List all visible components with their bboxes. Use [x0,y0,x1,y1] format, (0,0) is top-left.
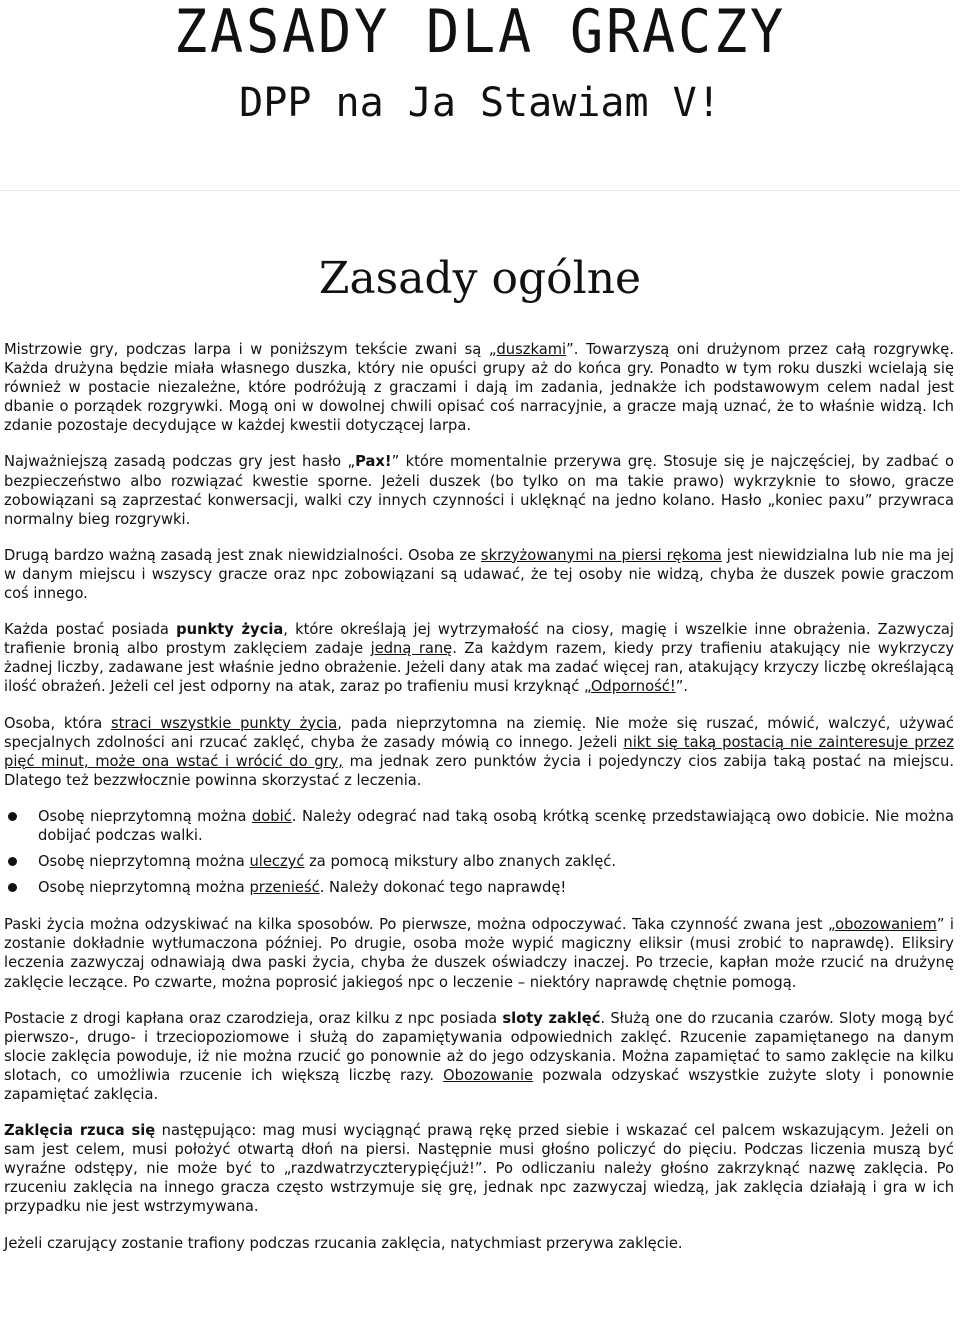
link-finish-off[interactable]: dobić [251,807,292,825]
list-item: Osobę nieprzytomną można dobić. Należy odegrać nad taką osobą krótką scenkę przedstawiającą owo dobicie. Nie można dobijać podczas walki. [4,807,954,845]
paragraph-recovery: Paski życia można odzyskiwać na kilka sposobów. Po pierwsze, można odpoczywać. Taka czynność zwana jest „obozowaniem” i zostanie dokładnie wytłumaczona później. Po drugie, osoba może wypić magiczny eliksir (musi zrobić to naprawdę). Eliksiry leczenia zazwyczaj odnawiają dwa paski życia, chyba że duszek oświadczy inaczej. Po trzecie, kapłan może rzucić na drużynę zaklęcie leczące. Po czwarte, można poprosić jakiegoś npc o leczenie – niektóry naprawdę chętnie pomogą. [4,916,955,991]
paragraph-interrupt: Jeżeli czarujący zostanie trafiony podczas rzucania zaklęcia, natychmiast przerywa zaklęcie. [4,1234,683,1252]
unconscious-options-list [4,807,954,897]
link-resistance[interactable]: Odporność! [590,678,676,696]
bullet-icon [8,857,17,866]
link-crossed-arms[interactable]: skrzyżowanymi na piersi rękoma [480,546,722,564]
bullet-icon [8,812,17,821]
paragraph-invisibility: Drugą bardzo ważną zasadą jest znak niewidzialności. Osoba ze skrzyżowanymi na piersi rękoma jest niewidzialna lub nie ma jej w danym miejscu i wszyscy gracze oraz npc zobowiązani są udawać, że tej osoby nie widzą, chyba że duszek powie graczom coś innego. [4,546,954,603]
link-duszkami[interactable]: duszkami [496,341,567,358]
document-body [4,340,954,1270]
header-divider [0,190,960,191]
link-camping[interactable]: obozowaniem [835,916,937,934]
link-five-minutes[interactable]: nikt się taką postacią nie zainteresuje przez pięć minut, może ona wstać i wrócić do gry, [4,733,955,770]
paragraph-spirits: Mistrzowie gry, podczas larpa i w poniższym tekście zwani są „duszkami”. Towarzyszą oni drużynom przez całą rozgrywkę. Każda drużyna będzie miała własnego duszka, który nie opuści grupy aż do końca gry. Ponadto w tym roku duszki wcielają się również w postacie niezależne, które podróżują z graczami i dają im zadania, jednakże ich podstawowym celem nadal jest dbanie o porządek rozgrywki. Mogą oni w dowolnej chwili opisać coś narracyjnie, a gracze mają uznać, że to właśnie widzą. Ich zdanie pozostaje decydujące w każdej kwestii dotyczącej larpa. [4,341,954,435]
bullet-icon [8,883,17,892]
paragraph-hit-points: Każda postać posiada punkty życia, które określają jej wytrzymałość na ciosy, magię i wszelkie inne obrażenia. Zazwyczaj trafienie bronią albo prostym zaklęciem zadaje jedną ranę. Za każdym razem, kiedy przy trafieniu atakujący nie wykrzyczy żadnej liczby, zadawane jest właśnie jedno obrażenie. Jeżeli dany atak ma zadać więcej ran, atakujący krzyczy liczbę określającą ilość obrażeń. Jeżeli cel jest odporny na atak, zaraz po trafieniu musi krzyknąć „Odporność!”. [4,621,955,696]
paragraph-casting: Zaklęcia rzuca się następująco: mag musi wyciągnąć prawą rękę przed siebie i wskazać cel palcem wskazującym. Jeżeli on sam jest celem, musi położyć otwartą dłoń na piersi. Następnie musi głośno policzyć do pięciu. Podczas liczenia muszą być wyraźne odstępy, nie może być to „razdwatrzyczterypięćjuż!”. Po odliczaniu należy głośno zakrzyknąć nazwę zaklęcia. Po rzuceniu zaklęcia na innego gracza często wstrzymuje się grę, jednak npc zazwyczaj wiedzą, jak zaklęcia działają i gra w ich przypadku nie jest wstrzymywana. [4,1122,954,1216]
link-lose-all-hp[interactable]: straci wszystkie punkty życia [110,714,338,732]
list-item: Osobę nieprzytomną można przenieść. Należy dokonać tego naprawdę! [4,878,954,897]
link-heal[interactable]: uleczyć [249,853,305,871]
list-item: Osobę nieprzytomną można uleczyć za pomocą mikstury albo znanych zaklęć. [4,852,954,871]
document-title: ZASADY DLA GRACZY [174,0,786,67]
paragraph-unconscious: Osoba, która straci wszystkie punkty życia, pada nieprzytomna na ziemię. Nie może się ruszać, mówić, walczyć, używać specjalnych zdolności ani rzucać zaklęć, chyba że zasady mówią co innego. Jeżeli nikt się taką postacią nie zainteresuje przez pięć minut, może ona wstać i wrócić do gry, ma jednak zero punktów życia i pojedynczy cios zabija taką postać na miejscu. Dlatego też bezzwłocznie powinna skorzystać z leczenia. [4,714,955,789]
paragraph-pax: Najważniejszą zasadą podczas gry jest hasło „Pax!” które momentalnie przerywa grę. Stosuje się je najczęściej, by zadbać o bezpieczeństwo albo rozwiązać kwestie sporne. Jeżeli duszek (bo tylko on ma takie prawo) wykrzyknie to słowo, gracze zobowiązani są zaprzestać konwersacji, walki czy innych czynności i uklęknąć na jedno kolano. Hasło „koniec paxu” przywraca normalny bieg rozgrywki. [4,453,954,528]
paragraph-spell-slots: Postacie z drogi kapłana oraz czarodzieja, oraz kilku z npc posiada sloty zaklęć. Służą one do rzucania czarów. Sloty mogą być pierwszo-, drugo- i trzeciopoziomowe i służą do zapamiętywania odpowiednich zaklęć. Rzucenie zapamiętanego na danym slocie zaklęcia powoduje, iż nie można rzucić go ponownie aż do jego odzyskania. Można zapamiętać to samo zaklęcie na kilku slotach, co umożliwia rzucenie ich większą liczbę razy. Obozowanie pozwala odzyskać wszystkie zużyte sloty i ponownie zapamiętać zaklęcia. [4,1009,954,1103]
section-title: Zasady ogólne [318,253,642,304]
link-camping-2[interactable]: Obozowanie [443,1066,534,1084]
document-subtitle: DPP na Ja Stawiam V! [239,80,721,126]
link-one-wound[interactable]: jedną ranę [370,640,453,658]
link-carry[interactable]: przenieść [249,879,320,897]
